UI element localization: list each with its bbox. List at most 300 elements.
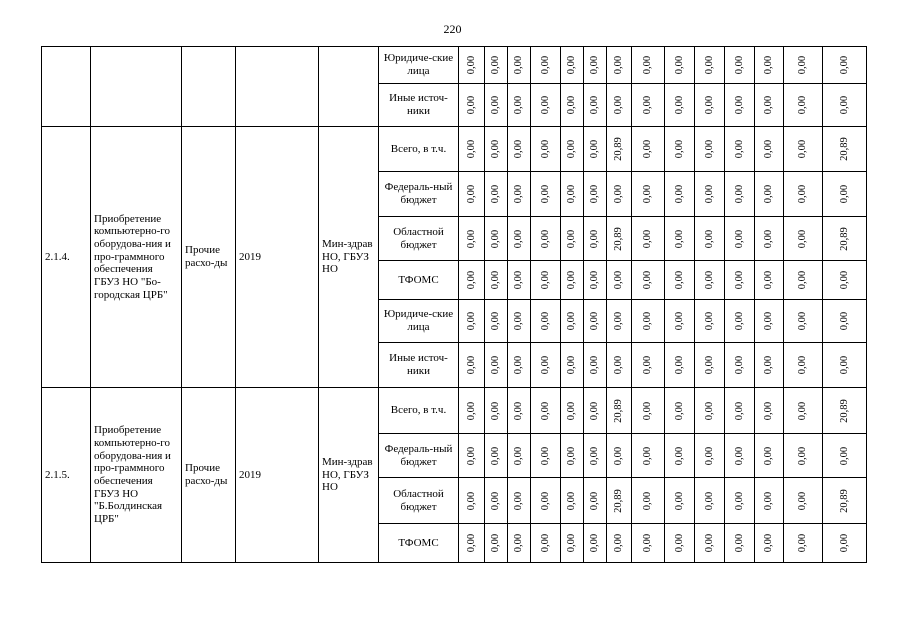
value-cell xyxy=(695,261,725,300)
value-cell xyxy=(459,300,485,343)
value-cell xyxy=(695,300,725,343)
value-cell xyxy=(784,434,823,478)
value-text: 0,00 xyxy=(762,55,774,75)
value-text: 0,00 xyxy=(838,270,850,290)
value-text: 0,00 xyxy=(838,184,850,204)
value-text: 0,00 xyxy=(465,184,477,204)
value-cell xyxy=(695,127,725,172)
value-text: 0,00 xyxy=(588,270,600,290)
item-code-cell xyxy=(42,47,91,127)
value-cell xyxy=(607,217,632,261)
value-text: 0,00 xyxy=(588,401,600,420)
value-cell xyxy=(531,478,561,524)
value-text: 0,00 xyxy=(796,139,808,159)
value-cell xyxy=(725,47,755,84)
value-text: 0,00 xyxy=(565,311,577,331)
value-cell xyxy=(632,127,665,172)
value-text: 0,00 xyxy=(612,355,624,375)
value-cell xyxy=(459,261,485,300)
value-cell xyxy=(632,388,665,434)
value-cell xyxy=(784,524,823,563)
value-text: 0,00 xyxy=(673,311,685,331)
value-cell xyxy=(459,343,485,388)
value-text: 0,00 xyxy=(465,355,477,375)
value-text: 0,00 xyxy=(565,446,577,465)
value-text: 0,00 xyxy=(512,311,524,331)
value-cell xyxy=(755,84,784,127)
value-text: 0,00 xyxy=(588,55,600,75)
value-cell xyxy=(485,172,508,217)
value-text: 0,00 xyxy=(733,184,745,204)
value-text: 0,00 xyxy=(565,270,577,290)
value-cell xyxy=(632,47,665,84)
funding-source-cell: ТФОМС xyxy=(379,524,459,563)
value-text: 0,00 xyxy=(612,311,624,331)
value-cell xyxy=(459,127,485,172)
value-cell xyxy=(695,343,725,388)
value-text: 0,00 xyxy=(796,533,808,553)
value-text: 0,00 xyxy=(673,401,685,420)
value-cell xyxy=(755,300,784,343)
value-text: 20,89 xyxy=(838,137,850,161)
value-text: 0,00 xyxy=(703,446,715,465)
value-cell xyxy=(485,300,508,343)
value-text: 0,00 xyxy=(703,311,715,331)
value-cell xyxy=(584,127,607,172)
value-cell xyxy=(725,84,755,127)
value-text: 0,00 xyxy=(733,139,745,159)
value-text: 0,00 xyxy=(539,355,551,375)
value-cell xyxy=(561,172,584,217)
value-cell xyxy=(823,388,867,434)
value-text: 0,00 xyxy=(641,95,653,115)
value-text: 0,00 xyxy=(565,184,577,204)
value-text: 0,00 xyxy=(465,95,477,115)
value-text: 0,00 xyxy=(465,491,477,510)
value-cell xyxy=(584,84,607,127)
year-cell: 2019 xyxy=(236,388,319,563)
value-text: 0,00 xyxy=(489,491,501,510)
value-text: 0,00 xyxy=(539,139,551,159)
value-cell xyxy=(584,343,607,388)
value-cell xyxy=(755,478,784,524)
value-cell xyxy=(823,300,867,343)
table-row xyxy=(42,127,867,172)
value-cell xyxy=(561,217,584,261)
value-text: 0,00 xyxy=(641,355,653,375)
value-cell xyxy=(607,127,632,172)
value-cell xyxy=(607,84,632,127)
value-cell xyxy=(531,172,561,217)
value-text: 0,00 xyxy=(489,95,501,115)
value-text: 0,00 xyxy=(512,95,524,115)
value-text: 0,00 xyxy=(465,55,477,75)
value-cell xyxy=(665,524,695,563)
value-cell xyxy=(632,524,665,563)
value-cell xyxy=(665,300,695,343)
value-cell xyxy=(584,172,607,217)
value-cell xyxy=(607,261,632,300)
value-cell xyxy=(695,84,725,127)
item-name-cell: Приобретение компьютерно-го оборудова-ния и про-граммного обеспечения ГБУЗ НО "Бо-городская ЦРБ" xyxy=(91,127,182,388)
value-text: 0,00 xyxy=(612,95,624,115)
value-text: 0,00 xyxy=(733,95,745,115)
value-cell xyxy=(755,127,784,172)
value-cell xyxy=(665,47,695,84)
value-text: 0,00 xyxy=(673,270,685,290)
funding-source-cell: Иные источ-ники xyxy=(379,84,459,127)
value-text: 0,00 xyxy=(796,95,808,115)
value-text: 0,00 xyxy=(465,139,477,159)
value-text: 0,00 xyxy=(641,139,653,159)
value-text: 0,00 xyxy=(465,311,477,331)
value-text: 0,00 xyxy=(641,184,653,204)
value-cell xyxy=(607,47,632,84)
value-cell xyxy=(485,47,508,84)
value-text: 0,00 xyxy=(762,446,774,465)
value-text: 0,00 xyxy=(565,95,577,115)
value-cell xyxy=(695,434,725,478)
value-cell xyxy=(607,524,632,563)
value-cell xyxy=(561,300,584,343)
value-cell xyxy=(485,388,508,434)
value-cell xyxy=(561,434,584,478)
value-cell xyxy=(459,388,485,434)
value-text: 0,00 xyxy=(489,139,501,159)
funding-source-cell: Федераль-ный бюджет xyxy=(379,434,459,478)
value-cell xyxy=(485,217,508,261)
value-cell xyxy=(784,84,823,127)
value-text: 0,00 xyxy=(539,184,551,204)
value-text: 0,00 xyxy=(565,533,577,553)
value-cell xyxy=(784,300,823,343)
value-text: 0,00 xyxy=(565,355,577,375)
value-cell xyxy=(561,524,584,563)
value-text: 0,00 xyxy=(588,446,600,465)
value-text: 20,89 xyxy=(612,488,624,513)
value-cell xyxy=(725,300,755,343)
value-text: 0,00 xyxy=(733,401,745,420)
value-cell xyxy=(823,261,867,300)
value-cell xyxy=(665,217,695,261)
value-cell xyxy=(725,434,755,478)
value-text: 0,00 xyxy=(539,401,551,420)
value-cell xyxy=(823,217,867,261)
value-text: 0,00 xyxy=(733,533,745,553)
value-cell xyxy=(632,434,665,478)
value-cell xyxy=(561,343,584,388)
value-text: 0,00 xyxy=(796,355,808,375)
value-text: 0,00 xyxy=(465,446,477,465)
value-text: 0,00 xyxy=(703,491,715,510)
value-cell xyxy=(755,524,784,563)
value-cell xyxy=(784,478,823,524)
value-text: 0,00 xyxy=(641,229,653,248)
value-text: 0,00 xyxy=(762,533,774,553)
item-code-cell: 2.1.5. xyxy=(42,388,91,563)
value-text: 0,00 xyxy=(612,533,624,553)
value-text: 0,00 xyxy=(539,229,551,248)
value-cell xyxy=(784,217,823,261)
value-text: 0,00 xyxy=(512,184,524,204)
funding-source-cell: Всего, в т.ч. xyxy=(379,127,459,172)
value-text: 0,00 xyxy=(733,311,745,331)
value-text: 0,00 xyxy=(588,533,600,553)
budget-table xyxy=(41,46,867,563)
value-cell xyxy=(485,84,508,127)
value-text: 0,00 xyxy=(762,270,774,290)
value-text: 0,00 xyxy=(588,491,600,510)
value-cell xyxy=(665,172,695,217)
funding-source-cell: Юридиче-ские лица xyxy=(379,300,459,343)
value-cell xyxy=(584,217,607,261)
funding-source-cell: Юридиче-ские лица xyxy=(379,47,459,84)
value-cell xyxy=(561,47,584,84)
value-text: 0,00 xyxy=(838,311,850,331)
value-text: 0,00 xyxy=(465,401,477,420)
value-text: 0,00 xyxy=(838,533,850,553)
value-text: 0,00 xyxy=(465,229,477,248)
value-cell xyxy=(561,261,584,300)
value-cell xyxy=(823,84,867,127)
value-cell xyxy=(823,172,867,217)
value-cell xyxy=(561,478,584,524)
item-name-cell: Приобретение компьютерно-го оборудова-ния и про-граммного обеспечения ГБУЗ НО "Б.Болдинская ЦРБ" xyxy=(91,388,182,563)
value-text: 0,00 xyxy=(539,95,551,115)
value-text: 0,00 xyxy=(762,311,774,331)
value-cell xyxy=(459,84,485,127)
value-text: 0,00 xyxy=(641,401,653,420)
value-text: 0,00 xyxy=(539,446,551,465)
value-cell xyxy=(755,388,784,434)
value-text: 0,00 xyxy=(512,139,524,159)
value-text: 0,00 xyxy=(612,270,624,290)
value-text: 0,00 xyxy=(512,229,524,248)
value-cell xyxy=(665,388,695,434)
value-cell xyxy=(584,300,607,343)
value-text: 0,00 xyxy=(703,401,715,420)
value-text: 0,00 xyxy=(673,355,685,375)
value-text: 0,00 xyxy=(588,139,600,159)
value-cell xyxy=(823,343,867,388)
value-text: 0,00 xyxy=(641,270,653,290)
value-cell xyxy=(632,343,665,388)
value-cell xyxy=(531,388,561,434)
value-cell xyxy=(784,47,823,84)
value-cell xyxy=(508,343,531,388)
value-cell xyxy=(632,217,665,261)
funding-source-cell: Областной бюджет xyxy=(379,217,459,261)
item-code-cell: 2.1.4. xyxy=(42,127,91,388)
value-text: 0,00 xyxy=(489,55,501,75)
value-cell xyxy=(695,217,725,261)
value-cell xyxy=(459,478,485,524)
value-text: 0,00 xyxy=(796,270,808,290)
value-text: 0,00 xyxy=(762,184,774,204)
value-text: 0,00 xyxy=(673,95,685,115)
value-cell xyxy=(632,84,665,127)
value-text: 0,00 xyxy=(588,311,600,331)
value-text: 0,00 xyxy=(733,270,745,290)
value-text: 0,00 xyxy=(641,533,653,553)
value-cell xyxy=(561,84,584,127)
value-cell xyxy=(607,388,632,434)
year-cell xyxy=(236,47,319,127)
value-text: 20,89 xyxy=(612,398,624,423)
value-cell xyxy=(632,478,665,524)
value-cell xyxy=(725,217,755,261)
value-cell xyxy=(607,343,632,388)
value-cell xyxy=(459,524,485,563)
value-text: 0,00 xyxy=(512,491,524,510)
value-cell xyxy=(459,217,485,261)
value-text: 0,00 xyxy=(762,95,774,115)
value-cell xyxy=(508,524,531,563)
value-cell xyxy=(755,434,784,478)
value-cell xyxy=(695,388,725,434)
value-text: 0,00 xyxy=(703,355,715,375)
value-text: 0,00 xyxy=(762,355,774,375)
value-cell xyxy=(755,261,784,300)
value-cell xyxy=(695,172,725,217)
value-cell xyxy=(531,261,561,300)
expense-type-cell xyxy=(182,47,236,127)
funding-source-cell: Федераль-ный бюджет xyxy=(379,172,459,217)
value-text: 0,00 xyxy=(641,446,653,465)
value-cell xyxy=(561,127,584,172)
value-cell xyxy=(584,524,607,563)
value-text: 0,00 xyxy=(539,533,551,553)
value-cell xyxy=(823,434,867,478)
value-cell xyxy=(695,47,725,84)
value-cell xyxy=(508,84,531,127)
executor-cell: Мин-здрав НО, ГБУЗ НО xyxy=(319,388,379,563)
value-text: 20,89 xyxy=(838,398,850,423)
value-text: 0,00 xyxy=(565,401,577,420)
value-cell xyxy=(584,261,607,300)
funding-source-cell: ТФОМС xyxy=(379,261,459,300)
value-cell xyxy=(561,388,584,434)
value-cell xyxy=(755,47,784,84)
value-text: 0,00 xyxy=(512,355,524,375)
value-text: 0,00 xyxy=(641,491,653,510)
value-cell xyxy=(508,434,531,478)
value-text: 0,00 xyxy=(838,446,850,465)
funding-source-cell: Всего, в т.ч. xyxy=(379,388,459,434)
value-cell xyxy=(531,217,561,261)
value-cell xyxy=(665,478,695,524)
value-cell xyxy=(725,478,755,524)
value-text: 0,00 xyxy=(762,229,774,248)
value-cell xyxy=(823,127,867,172)
page-number: 220 xyxy=(443,22,462,36)
value-cell xyxy=(665,343,695,388)
value-text: 0,00 xyxy=(838,55,850,75)
value-cell xyxy=(459,172,485,217)
value-cell xyxy=(725,172,755,217)
value-cell xyxy=(459,47,485,84)
value-text: 0,00 xyxy=(673,229,685,248)
value-text: 0,00 xyxy=(489,311,501,331)
value-text: 0,00 xyxy=(673,55,685,75)
value-text: 0,00 xyxy=(673,491,685,510)
funding-source-cell: Областной бюджет xyxy=(379,478,459,524)
value-cell xyxy=(584,388,607,434)
value-cell xyxy=(665,84,695,127)
value-cell xyxy=(823,47,867,84)
value-cell xyxy=(665,434,695,478)
value-cell xyxy=(725,343,755,388)
value-cell xyxy=(584,434,607,478)
value-cell xyxy=(508,172,531,217)
value-cell xyxy=(485,127,508,172)
value-cell xyxy=(508,47,531,84)
value-text: 0,00 xyxy=(612,55,624,75)
value-cell xyxy=(531,127,561,172)
expense-type-cell: Прочие расхо-ды xyxy=(182,388,236,563)
value-text: 20,89 xyxy=(612,137,624,161)
value-cell xyxy=(725,127,755,172)
value-cell xyxy=(508,388,531,434)
value-cell xyxy=(725,261,755,300)
value-text: 0,00 xyxy=(489,401,501,420)
value-text: 0,00 xyxy=(703,139,715,159)
value-cell xyxy=(632,172,665,217)
value-cell xyxy=(665,261,695,300)
value-text: 0,00 xyxy=(539,491,551,510)
value-text: 0,00 xyxy=(762,139,774,159)
value-cell xyxy=(607,478,632,524)
value-cell xyxy=(632,261,665,300)
value-cell xyxy=(508,217,531,261)
value-text: 0,00 xyxy=(588,184,600,204)
expense-type-cell: Прочие расхо-ды xyxy=(182,127,236,388)
value-cell xyxy=(784,343,823,388)
value-text: 0,00 xyxy=(703,184,715,204)
value-text: 0,00 xyxy=(796,401,808,420)
value-text: 0,00 xyxy=(489,184,501,204)
value-text: 20,89 xyxy=(838,226,850,251)
value-cell xyxy=(755,172,784,217)
executor-cell xyxy=(319,47,379,127)
table-row xyxy=(42,47,867,84)
value-cell xyxy=(508,127,531,172)
value-text: 20,89 xyxy=(612,226,624,251)
value-text: 0,00 xyxy=(762,401,774,420)
value-text: 0,00 xyxy=(838,95,850,115)
value-cell xyxy=(784,172,823,217)
value-text: 0,00 xyxy=(465,270,477,290)
value-text: 0,00 xyxy=(703,533,715,553)
value-cell xyxy=(584,47,607,84)
value-cell xyxy=(485,524,508,563)
value-text: 0,00 xyxy=(796,311,808,331)
value-cell xyxy=(607,434,632,478)
value-cell xyxy=(485,478,508,524)
value-text: 0,00 xyxy=(512,533,524,553)
value-text: 0,00 xyxy=(673,184,685,204)
year-cell: 2019 xyxy=(236,127,319,388)
value-cell xyxy=(725,388,755,434)
value-cell xyxy=(607,172,632,217)
value-text: 0,00 xyxy=(796,184,808,204)
value-text: 0,00 xyxy=(733,446,745,465)
value-cell xyxy=(584,478,607,524)
value-cell xyxy=(632,300,665,343)
value-cell xyxy=(485,434,508,478)
value-text: 0,00 xyxy=(733,491,745,510)
value-text: 0,00 xyxy=(762,491,774,510)
